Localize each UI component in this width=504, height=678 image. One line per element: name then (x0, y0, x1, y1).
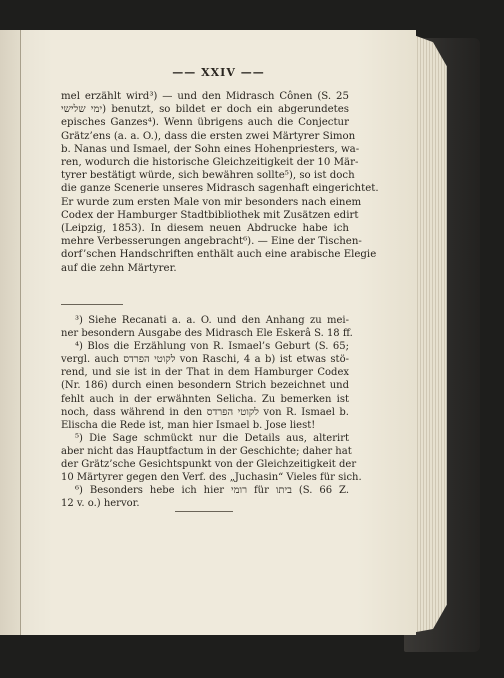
body-line: episches Ganzes⁴). Wenn übrigens auch die Conjectur (61, 117, 349, 129)
footnotes (61, 314, 362, 510)
body-line: die ganze Scenerie unseres Midrasch sagenhaft eingerichtet. (61, 183, 379, 195)
footnote-line: (Nr. 186) durch einen besondern Strich bezeichnet und (61, 380, 349, 392)
page-header: —— XXIV —— (172, 66, 265, 79)
footnote-line: fehlt auch in der erwähnten Selicha. Zu bemerken ist (61, 393, 349, 405)
footnote-line: der Grätz’sche Gesichtspunkt von der Gleichzeitigkeit der (61, 459, 357, 471)
footnote-line: Elischa die Rede ist, man hier Ismael b. Jose liest! (61, 419, 316, 431)
footnote-line: 12 v. o.) hervor. (61, 498, 140, 510)
footnote-line: noch, dass während in den לקוטי הפרדס von R. Ismael b. (61, 406, 349, 418)
footnote-line: rend, und sie ist in der That in dem Hamburger Codex (61, 367, 349, 379)
body-line: ren, wodurch die historische Gleichzeitigkeit der 10 Mär- (61, 157, 359, 169)
footnote-line: ⁶) Besonders hebe ich hier רומי für ביתו (S. 66 Z. (75, 485, 349, 497)
end-divider (175, 511, 233, 512)
body-line: Codex der Hamburger Stadtbibliothek mit Zusätzen edirt (61, 209, 359, 221)
book-page (20, 30, 416, 635)
footnote-line: ⁵) Die Sage schmückt nur die Details aus, alterirt (75, 432, 349, 444)
body-line: b. Nanas und Ismael, der Sohn eines Hohenpriesters, wa- (61, 143, 360, 155)
body-line: tyrer bestätigt würde, sich bewähren sollte⁵), so ist doch (61, 170, 355, 182)
footnote-divider (61, 304, 123, 305)
footnote-line: 10 Märtyrer gegen den Verf. des „Juchasin“ Vieles für sich. (61, 472, 362, 484)
body-line: dorf’schen Handschriften enthält auch eine arabische Elegie (61, 249, 377, 261)
body-line: auf die zehn Märtyrer. (61, 262, 177, 274)
footnote-line: ⁴) Blos die Erzählung von R. Ismael’s Geburt (S. 65; (75, 341, 349, 353)
body-line: mel erzählt wird³) — und den Midrasch Cônen (S. 25 (61, 91, 349, 102)
body-line: ימי שלישי) benutzt, so bildet er doch ein abgerundetes (61, 104, 349, 116)
footnote-line: aber nicht das Hauptfactum in der Geschichte; daher hat (61, 445, 352, 457)
body-line: (Leipzig, 1853). In diesem neuen Abdrucke habe ich (61, 223, 349, 235)
main-text (61, 90, 379, 275)
body-line: mehre Verbesserungen angebracht⁶). — Eine der Tischen- (61, 236, 362, 248)
body-line: Er wurde zum ersten Male von mir besonders nach einem (61, 196, 362, 208)
footnote-line: ³) Siehe Recanati a. a. O. und den Anhang zu mei- (75, 315, 349, 326)
left-page-edge (0, 30, 20, 635)
footnote-line: vergl. auch לקוטי הפרדס von Raschi, 4 a b) ist etwas stö- (61, 354, 349, 366)
footnote-line: ner besondern Ausgabe des Midrasch Ele Eskerâ S. 18 ff. (61, 328, 353, 340)
body-line: Grätz’ens (a. a. O.), dass die ersten zwei Märtyrer Simon (61, 130, 356, 142)
